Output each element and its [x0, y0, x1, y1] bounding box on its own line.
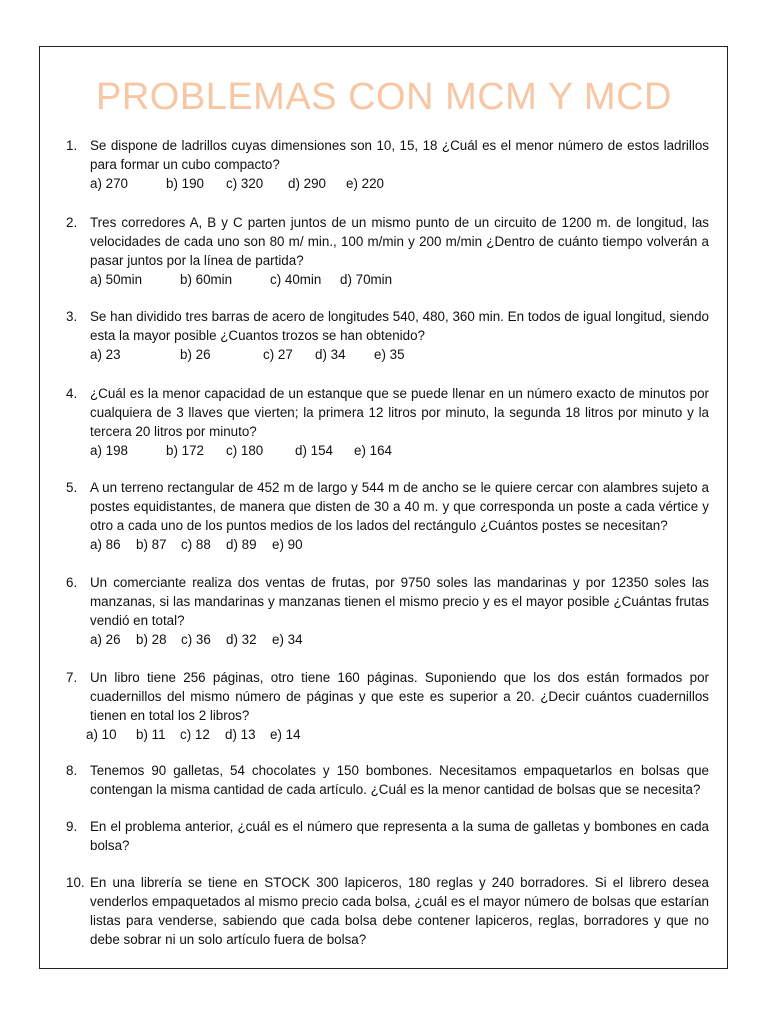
problem-text: Se dispone de ladrillos cuyas dimensiones son 10, 15, 18 ¿Cuál es el menor número de estos ladrillos para formar un cubo compacto? [90, 138, 709, 172]
answer-option: a) 86 [90, 537, 121, 552]
answer-options [90, 441, 709, 460]
answer-option: c) 36 [181, 632, 211, 647]
problem-text: Tres corredores A, B y C parten juntos de un mismo punto de un circuito de 1200 m. de longitud, las velocidades de cada uno son 80 m/ min., 100 m/min y 200 m/min ¿Dentro de cuánto tiempo volverán a pasar juntos por la línea de partida? [90, 215, 709, 268]
problem-text: Se han dividido tres barras de acero de longitudes 540, 480, 360 min. En todos de igual longitud, siendo esta la mayor posible ¿Cuantos trozos se han obtenido? [90, 309, 709, 343]
problem-number: 3. [66, 309, 78, 324]
answer-options [90, 345, 709, 364]
problem-item [66, 384, 709, 460]
problem-number: 10. [66, 875, 85, 890]
problem-text: Tenemos 90 galletas, 54 chocolates y 150 bombones. Necesitamos empaquetarlos en bolsas que contengan la misma cantidad de cada artículo. ¿Cuál es la menor cantidad de bolsas que se necesita? [90, 763, 709, 797]
answer-option: a) 270 [90, 176, 128, 191]
answer-option: a) 198 [90, 443, 128, 458]
answer-option: b) 172 [166, 443, 204, 458]
answer-option: a) 50min [90, 272, 143, 287]
answer-option: e) 14 [270, 727, 301, 742]
answer-option: a) 10 [86, 727, 117, 742]
answer-option: e) 35 [374, 347, 405, 362]
answer-option: c) 320 [226, 176, 264, 191]
answer-options [90, 535, 709, 554]
answer-option: b) 11 [136, 727, 166, 742]
problem-item [66, 213, 709, 289]
answer-options [90, 174, 709, 193]
problem-item [66, 478, 709, 554]
answer-option: b) 26 [180, 347, 211, 362]
answer-option: d) 34 [315, 347, 346, 362]
answer-option: e) 90 [272, 537, 303, 552]
problem-text: Un comerciante realiza dos ventas de frutas, por 9750 soles las mandarinas y por 12350 soles las manzanas, si las mandarinas y manzanas tienen el mismo precio y es el mayor posible ¿Cuántas frutas vendió en total? [90, 575, 709, 628]
answer-option: c) 40min [270, 272, 322, 287]
problem-number: 5. [66, 480, 78, 495]
problem-item [66, 307, 709, 364]
answer-option: b) 60min [180, 272, 233, 287]
problem-item [66, 817, 709, 855]
problem-item [66, 136, 709, 193]
problem-item [66, 873, 709, 949]
answer-option: e) 164 [354, 443, 392, 458]
answer-option: c) 88 [181, 537, 211, 552]
problem-item [66, 761, 709, 799]
problem-item [66, 668, 709, 744]
problem-number: 2. [66, 215, 78, 230]
answer-option: d) 290 [288, 176, 326, 191]
answer-option: d) 32 [226, 632, 257, 647]
answer-option: d) 89 [226, 537, 257, 552]
problem-number: 8. [66, 763, 78, 778]
answer-options [86, 725, 709, 744]
answer-option: d) 70min [340, 272, 393, 287]
answer-option: c) 27 [263, 347, 293, 362]
page-title: PROBLEMAS CON MCM Y MCD [96, 76, 672, 118]
answer-option: e) 34 [272, 632, 303, 647]
answer-option: b) 28 [136, 632, 167, 647]
answer-option: c) 12 [180, 727, 210, 742]
problem-number: 4. [66, 386, 78, 401]
problem-text: En el problema anterior, ¿cuál es el número que representa a la suma de galletas y bombones en cada bolsa? [90, 819, 709, 853]
problem-number: 7. [66, 670, 78, 685]
answer-options [90, 270, 709, 289]
answer-option: b) 190 [166, 176, 204, 191]
problem-list [66, 136, 709, 949]
answer-option: d) 154 [295, 443, 333, 458]
answer-option: c) 180 [226, 443, 264, 458]
problem-text: Un libro tiene 256 páginas, otro tiene 160 páginas. Suponiendo que los dos están formados por cuadernillos del mismo número de páginas y que este es superior a 20. ¿Decir cuántos cuadernillos tienen en total los 2 libros? [90, 670, 709, 723]
answer-option: a) 23 [90, 347, 121, 362]
problem-text: A un terreno rectangular de 452 m de largo y 544 m de ancho se le quiere cercar con alambres sujeto a postes equidistantes, de manera que disten de 30 a 40 m. y que corresponda un poste a cada vértice y otro a cada uno de los puntos medios de los lados del rectángulo ¿Cuántos postes se necesitan? [90, 480, 709, 533]
answer-option: e) 220 [346, 176, 384, 191]
answer-options [90, 630, 709, 649]
problem-text: ¿Cuál es la menor capacidad de un estanque que se puede llenar en un número exacto de minutos por cualquiera de 3 llaves que vierten; la primera 12 litros por minuto, la segunda 18 litros por minuto y la tercera 20 litros por minuto? [90, 386, 709, 439]
problem-text: En una librería se tiene en STOCK 300 lapiceros, 180 reglas y 240 borradores. Si el librero desea venderlos empaquetados al mismo precio cada bolsa, ¿cuál es el mayor número de bolsas que estarían listas para venderse, sabiendo que cada bolsa debe contener lapiceros, reglas, borradores y que no debe sobrar ni un solo artículo fuera de bolsa? [90, 875, 709, 947]
problem-number: 9. [66, 819, 78, 834]
answer-option: a) 26 [90, 632, 121, 647]
problem-number: 6. [66, 575, 78, 590]
problem-item [66, 573, 709, 649]
answer-option: b) 87 [136, 537, 167, 552]
answer-option: d) 13 [225, 727, 256, 742]
problem-number: 1. [66, 138, 78, 153]
